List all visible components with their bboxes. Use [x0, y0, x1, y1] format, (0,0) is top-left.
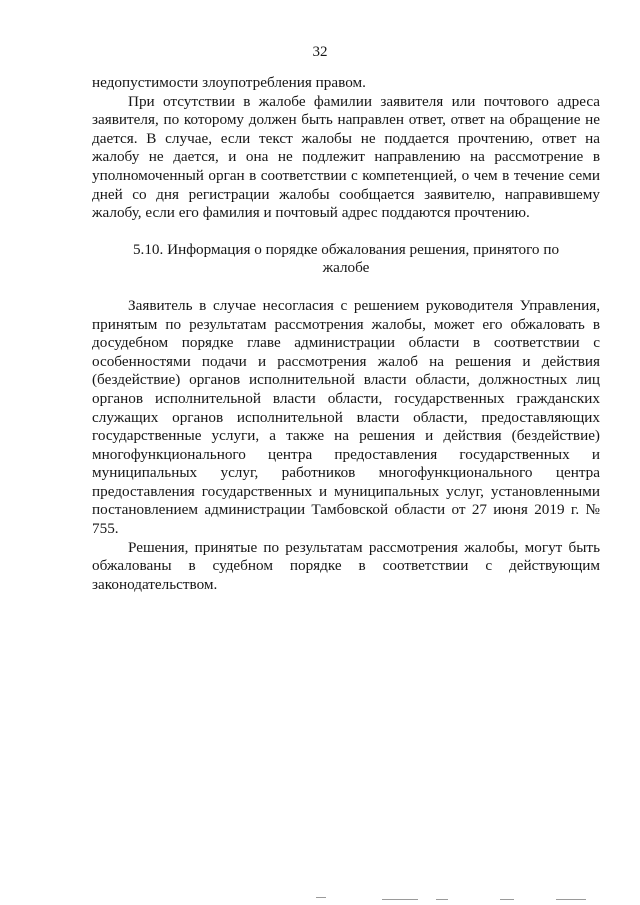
scan-artifact [436, 899, 448, 900]
scan-artifact [316, 897, 326, 898]
section-heading: 5.10. Информация о порядке обжалования решения, принятого по жалобе [132, 240, 560, 277]
paragraph-missing-address: При отсутствии в жалобе фамилии заявителя или почтового адреса заявителя, по которому должен быть направлен ответ, ответ на обращение не дается. В случае, если текст жалобы не поддается прочтению, ответ на жалобу не дается, и она не подлежит направлению на рассмотрение в уполномоченный орган в соответствии с компетенцией, о чем в течение семи дней со дня регистрации жалобы сообщается заявителю, направившему жалобу, если его фамилия и почтовый адрес поддаются прочтению. [92, 92, 600, 222]
scan-artifact [382, 899, 418, 900]
document-body [92, 74, 600, 594]
scan-artifact [500, 899, 514, 900]
paragraph-continuation: недопустимости злоупотребления правом. [92, 74, 366, 91]
page-number: 32 [312, 44, 328, 60]
paragraph-judicial-appeal: Решения, принятые по результатам рассмотрения жалобы, могут быть обжалованы в судебном порядке в соответствии с действующим законодательством. [92, 538, 600, 593]
scan-artifact [556, 899, 586, 900]
paragraph-appeal-procedure: Заявитель в случае несогласия с решением руководителя Управления, принятым по результатам рассмотрения жалобы, может его обжаловать в досудебном порядке главе администрации области в соответствии с особенностями подачи и рассмотрения жалоб на решения и действия (бездействие) органов исполнительной власти области, должностных лиц органов исполнительной власти области, государственных гражданских служащих органов исполнительной власти области, предоставляющих государственные услуги, а также на решения и действия (бездействие) многофункционального центра предоставления государственных и муниципальных услуг, работников многофункционального центра предоставления государственных и муниципальных услуг, установленными постановлением администрации Тамбовской области от 27 июня 2019 г. № 755. [92, 296, 600, 538]
